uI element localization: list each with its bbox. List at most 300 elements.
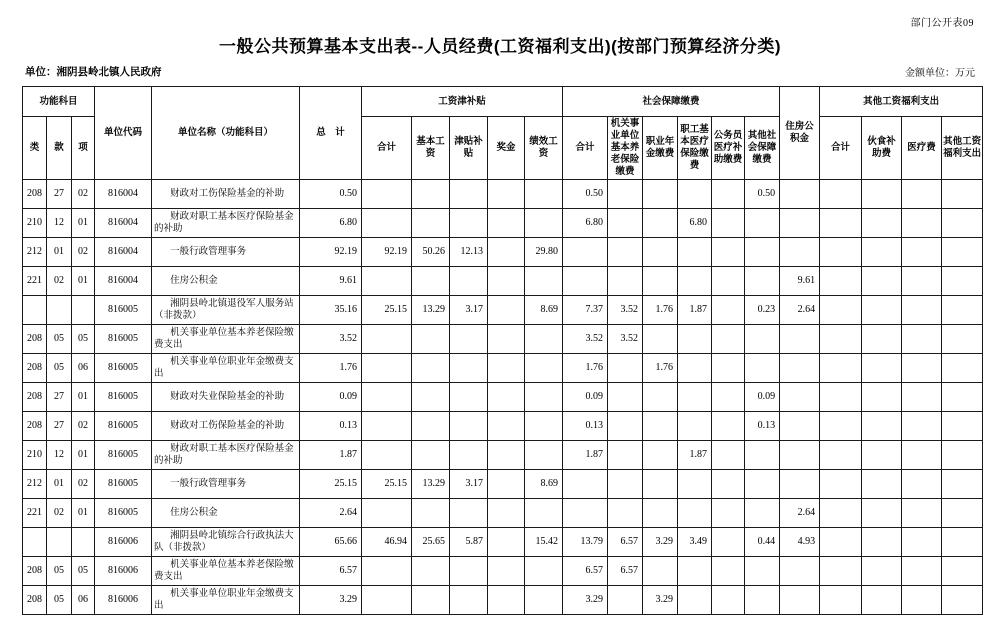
cell-housing-fund xyxy=(780,586,820,615)
cell-medical-insurance: 6.80 xyxy=(678,209,712,238)
cell-other-total xyxy=(820,528,862,557)
cell-civil-servant-medical xyxy=(712,470,745,499)
cell-wage-total xyxy=(362,499,412,528)
cell-other-social xyxy=(745,499,780,528)
cell-annuity: 1.76 xyxy=(643,296,678,325)
cell-section: 01 xyxy=(47,238,72,267)
cell-grand-total: 1.87 xyxy=(300,441,362,470)
cell-wage-total xyxy=(362,557,412,586)
cell-grand-total: 92.19 xyxy=(300,238,362,267)
cell-meal-subsidy xyxy=(862,528,902,557)
cell-medical-fee xyxy=(902,441,942,470)
cell-other-total xyxy=(820,325,862,354)
cell-performance-wage xyxy=(525,354,563,383)
cell-other-total xyxy=(820,470,862,499)
cell-unit-code: 816004 xyxy=(95,238,152,267)
cell-housing-fund: 2.64 xyxy=(780,296,820,325)
cell-other-total xyxy=(820,441,862,470)
cell-other-welfare xyxy=(942,412,983,441)
cell-pension xyxy=(608,354,643,383)
cell-civil-servant-medical xyxy=(712,238,745,267)
header-meal-subsidy: 伙食补助费 xyxy=(862,117,902,180)
cell-medical-fee xyxy=(902,296,942,325)
cell-other-welfare xyxy=(942,441,983,470)
cell-performance-wage: 15.42 xyxy=(525,528,563,557)
cell-other-total xyxy=(820,586,862,615)
table-row xyxy=(23,470,983,499)
cell-item: 01 xyxy=(72,441,95,470)
cell-other-welfare xyxy=(942,325,983,354)
cell-class: 208 xyxy=(23,180,47,209)
cell-pension xyxy=(608,267,643,296)
cell-medical-fee xyxy=(902,238,942,267)
header-pension: 机关事业单位基本养老保险缴费 xyxy=(608,117,643,180)
cell-pension xyxy=(608,586,643,615)
cell-wage-total: 46.94 xyxy=(362,528,412,557)
cell-wage-total xyxy=(362,180,412,209)
cell-bonus xyxy=(488,557,525,586)
cell-meal-subsidy xyxy=(862,180,902,209)
header-unit-name: 单位名称（功能科目） xyxy=(152,87,300,180)
header-basic-wage: 基本工资 xyxy=(412,117,450,180)
cell-basic-wage xyxy=(412,412,450,441)
cell-basic-wage: 13.29 xyxy=(412,470,450,499)
header-annuity: 职业年金缴费 xyxy=(643,117,678,180)
cell-section: 02 xyxy=(47,267,72,296)
cell-annuity xyxy=(643,383,678,412)
header-social-total: 合计 xyxy=(563,117,608,180)
cell-other-social xyxy=(745,441,780,470)
cell-housing-fund xyxy=(780,354,820,383)
page-title: 一般公共预算基本支出表--人员经费(工资福利支出)(按部门预算经济分类) xyxy=(219,37,781,56)
cell-grand-total: 9.61 xyxy=(300,267,362,296)
cell-medical-fee xyxy=(902,499,942,528)
cell-class: 210 xyxy=(23,209,47,238)
cell-bonus xyxy=(488,209,525,238)
cell-unit-code: 816004 xyxy=(95,209,152,238)
cell-other-total xyxy=(820,209,862,238)
budget-table xyxy=(22,86,983,615)
cell-civil-servant-medical xyxy=(712,180,745,209)
cell-other-welfare xyxy=(942,528,983,557)
cell-unit-name: 住房公积金 xyxy=(152,499,300,528)
cell-section: 05 xyxy=(47,586,72,615)
cell-annuity xyxy=(643,209,678,238)
table-row xyxy=(23,267,983,296)
cell-wage-total: 25.15 xyxy=(362,296,412,325)
cell-item: 01 xyxy=(72,383,95,412)
cell-basic-wage xyxy=(412,383,450,412)
cell-wage-total xyxy=(362,412,412,441)
cell-housing-fund xyxy=(780,325,820,354)
cell-other-social xyxy=(745,238,780,267)
cell-unit-name: 一般行政管理事务 xyxy=(152,238,300,267)
cell-meal-subsidy xyxy=(862,267,902,296)
table-row xyxy=(23,354,983,383)
cell-class: 208 xyxy=(23,586,47,615)
header-allowance: 津贴补贴 xyxy=(450,117,488,180)
cell-unit-name: 机关事业单位基本养老保险缴费支出 xyxy=(152,557,300,586)
cell-social-total xyxy=(563,499,608,528)
cell-grand-total: 25.15 xyxy=(300,470,362,499)
cell-meal-subsidy xyxy=(862,238,902,267)
table-row xyxy=(23,557,983,586)
cell-section: 02 xyxy=(47,499,72,528)
header-section: 款 xyxy=(47,117,72,180)
cell-other-total xyxy=(820,499,862,528)
cell-other-welfare xyxy=(942,267,983,296)
cell-annuity xyxy=(643,325,678,354)
cell-allowance: 12.13 xyxy=(450,238,488,267)
cell-annuity: 3.29 xyxy=(643,586,678,615)
cell-medical-fee xyxy=(902,354,942,383)
cell-pension: 6.57 xyxy=(608,557,643,586)
cell-other-social xyxy=(745,267,780,296)
cell-civil-servant-medical xyxy=(712,325,745,354)
cell-other-welfare xyxy=(942,470,983,499)
cell-medical-insurance xyxy=(678,325,712,354)
cell-item: 05 xyxy=(72,557,95,586)
cell-grand-total: 0.13 xyxy=(300,412,362,441)
cell-class: 210 xyxy=(23,441,47,470)
cell-allowance xyxy=(450,325,488,354)
cell-medical-insurance xyxy=(678,499,712,528)
cell-wage-total xyxy=(362,441,412,470)
cell-wage-total xyxy=(362,325,412,354)
header-other-group: 其他工资福利支出 xyxy=(820,87,983,117)
cell-medical-insurance xyxy=(678,412,712,441)
cell-medical-fee xyxy=(902,180,942,209)
cell-medical-insurance xyxy=(678,470,712,499)
cell-medical-fee xyxy=(902,412,942,441)
cell-basic-wage xyxy=(412,586,450,615)
cell-meal-subsidy xyxy=(862,296,902,325)
cell-social-total: 7.37 xyxy=(563,296,608,325)
header-item: 项 xyxy=(72,117,95,180)
cell-unit-code: 816005 xyxy=(95,383,152,412)
cell-housing-fund xyxy=(780,209,820,238)
cell-performance-wage: 8.69 xyxy=(525,470,563,499)
unit-label: 单位：湘阴县岭北镇人民政府 xyxy=(25,67,162,78)
cell-housing-fund xyxy=(780,441,820,470)
cell-grand-total: 3.29 xyxy=(300,586,362,615)
cell-other-welfare xyxy=(942,209,983,238)
cell-civil-servant-medical xyxy=(712,412,745,441)
cell-unit-name: 机关事业单位基本养老保险缴费支出 xyxy=(152,325,300,354)
cell-meal-subsidy xyxy=(862,586,902,615)
table-row xyxy=(23,296,983,325)
cell-allowance xyxy=(450,499,488,528)
cell-allowance: 5.87 xyxy=(450,528,488,557)
header-other-total: 合计 xyxy=(820,117,862,180)
cell-class: 221 xyxy=(23,499,47,528)
cell-bonus xyxy=(488,325,525,354)
cell-item: 06 xyxy=(72,354,95,383)
table-row xyxy=(23,180,983,209)
cell-performance-wage xyxy=(525,209,563,238)
cell-housing-fund xyxy=(780,470,820,499)
cell-allowance xyxy=(450,267,488,296)
cell-other-total xyxy=(820,238,862,267)
cell-section: 27 xyxy=(47,180,72,209)
cell-social-total: 1.87 xyxy=(563,441,608,470)
cell-housing-fund xyxy=(780,557,820,586)
cell-housing-fund: 2.64 xyxy=(780,499,820,528)
cell-allowance xyxy=(450,557,488,586)
header-medical-fee: 医疗费 xyxy=(902,117,942,180)
header-wage-total: 合计 xyxy=(362,117,412,180)
cell-section xyxy=(47,296,72,325)
cell-unit-code: 816005 xyxy=(95,441,152,470)
table-row xyxy=(23,441,983,470)
cell-annuity xyxy=(643,441,678,470)
cell-meal-subsidy xyxy=(862,470,902,499)
cell-other-total xyxy=(820,180,862,209)
cell-civil-servant-medical xyxy=(712,499,745,528)
cell-other-total xyxy=(820,296,862,325)
cell-social-total: 1.76 xyxy=(563,354,608,383)
cell-wage-total: 92.19 xyxy=(362,238,412,267)
table-body xyxy=(23,180,983,615)
cell-bonus xyxy=(488,441,525,470)
header-class: 类 xyxy=(23,117,47,180)
cell-pension xyxy=(608,238,643,267)
cell-performance-wage xyxy=(525,499,563,528)
cell-other-welfare xyxy=(942,586,983,615)
cell-pension xyxy=(608,441,643,470)
cell-medical-insurance xyxy=(678,267,712,296)
cell-other-welfare xyxy=(942,296,983,325)
cell-bonus xyxy=(488,499,525,528)
cell-unit-code: 816005 xyxy=(95,354,152,383)
cell-grand-total: 3.52 xyxy=(300,325,362,354)
cell-civil-servant-medical xyxy=(712,383,745,412)
cell-housing-fund: 4.93 xyxy=(780,528,820,557)
cell-social-total: 3.52 xyxy=(563,325,608,354)
cell-unit-code: 816004 xyxy=(95,180,152,209)
cell-bonus xyxy=(488,296,525,325)
cell-pension xyxy=(608,470,643,499)
cell-annuity xyxy=(643,499,678,528)
cell-civil-servant-medical xyxy=(712,296,745,325)
cell-bonus xyxy=(488,586,525,615)
cell-wage-total xyxy=(362,209,412,238)
cell-meal-subsidy xyxy=(862,557,902,586)
cell-section: 27 xyxy=(47,412,72,441)
cell-social-total: 6.80 xyxy=(563,209,608,238)
table-row xyxy=(23,383,983,412)
cell-annuity xyxy=(643,470,678,499)
cell-other-welfare xyxy=(942,557,983,586)
cell-class xyxy=(23,296,47,325)
cell-allowance xyxy=(450,412,488,441)
cell-civil-servant-medical xyxy=(712,354,745,383)
cell-grand-total: 1.76 xyxy=(300,354,362,383)
cell-social-total: 0.13 xyxy=(563,412,608,441)
cell-wage-total xyxy=(362,354,412,383)
header-civil-servant-medical: 公务员医疗补助缴费 xyxy=(712,117,745,180)
cell-section: 12 xyxy=(47,209,72,238)
cell-civil-servant-medical xyxy=(712,557,745,586)
cell-unit-code: 816005 xyxy=(95,412,152,441)
cell-other-total xyxy=(820,354,862,383)
cell-unit-name: 财政对职工基本医疗保险基金的补助 xyxy=(152,209,300,238)
cell-civil-servant-medical xyxy=(712,586,745,615)
cell-bonus xyxy=(488,238,525,267)
cell-other-social xyxy=(745,557,780,586)
cell-housing-fund xyxy=(780,383,820,412)
cell-medical-insurance xyxy=(678,238,712,267)
cell-basic-wage: 25.65 xyxy=(412,528,450,557)
cell-medical-insurance xyxy=(678,586,712,615)
cell-performance-wage xyxy=(525,412,563,441)
cell-unit-name: 财政对职工基本医疗保险基金的补助 xyxy=(152,441,300,470)
cell-performance-wage: 8.69 xyxy=(525,296,563,325)
table-row xyxy=(23,528,983,557)
cell-pension xyxy=(608,383,643,412)
cell-grand-total: 2.64 xyxy=(300,499,362,528)
cell-section: 05 xyxy=(47,354,72,383)
cell-unit-name: 机关事业单位职业年金缴费支出 xyxy=(152,586,300,615)
cell-basic-wage xyxy=(412,209,450,238)
cell-other-welfare xyxy=(942,238,983,267)
cell-annuity xyxy=(643,412,678,441)
cell-pension xyxy=(608,180,643,209)
cell-meal-subsidy xyxy=(862,499,902,528)
cell-medical-fee xyxy=(902,209,942,238)
cell-item: 01 xyxy=(72,209,95,238)
doc-label: 部门公开表09 xyxy=(910,18,974,29)
cell-bonus xyxy=(488,354,525,383)
cell-unit-code: 816005 xyxy=(95,470,152,499)
cell-unit-code: 816006 xyxy=(95,557,152,586)
cell-unit-code: 816005 xyxy=(95,325,152,354)
header-func-group: 功能科目 xyxy=(23,87,95,117)
cell-medical-insurance xyxy=(678,354,712,383)
cell-housing-fund: 9.61 xyxy=(780,267,820,296)
cell-performance-wage xyxy=(525,180,563,209)
cell-basic-wage xyxy=(412,499,450,528)
cell-annuity xyxy=(643,180,678,209)
cell-allowance xyxy=(450,383,488,412)
cell-annuity: 3.29 xyxy=(643,528,678,557)
cell-medical-insurance: 3.49 xyxy=(678,528,712,557)
header-wage-group: 工资津补贴 xyxy=(362,87,563,117)
cell-other-welfare xyxy=(942,383,983,412)
cell-housing-fund xyxy=(780,412,820,441)
cell-unit-name: 湘阴县岭北镇综合行政执法大队（非拨款） xyxy=(152,528,300,557)
cell-grand-total: 65.66 xyxy=(300,528,362,557)
cell-wage-total xyxy=(362,383,412,412)
cell-other-total xyxy=(820,412,862,441)
cell-social-total: 13.79 xyxy=(563,528,608,557)
cell-medical-fee xyxy=(902,528,942,557)
cell-social-total: 0.50 xyxy=(563,180,608,209)
cell-pension: 3.52 xyxy=(608,325,643,354)
cell-medical-insurance xyxy=(678,557,712,586)
cell-wage-total: 25.15 xyxy=(362,470,412,499)
cell-class xyxy=(23,528,47,557)
cell-unit-code: 816006 xyxy=(95,586,152,615)
cell-annuity: 1.76 xyxy=(643,354,678,383)
cell-medical-insurance xyxy=(678,180,712,209)
cell-wage-total xyxy=(362,586,412,615)
cell-bonus xyxy=(488,180,525,209)
cell-annuity xyxy=(643,557,678,586)
cell-social-total xyxy=(563,470,608,499)
cell-item: 05 xyxy=(72,325,95,354)
cell-item: 02 xyxy=(72,238,95,267)
cell-social-total xyxy=(563,267,608,296)
cell-unit-name: 住房公积金 xyxy=(152,267,300,296)
cell-other-social xyxy=(745,325,780,354)
cell-basic-wage: 50.26 xyxy=(412,238,450,267)
header-performance-wage: 绩效工资 xyxy=(525,117,563,180)
cell-other-total xyxy=(820,383,862,412)
cell-medical-fee xyxy=(902,325,942,354)
cell-other-total xyxy=(820,557,862,586)
header-medical-insurance: 职工基本医疗保险缴费 xyxy=(678,117,712,180)
cell-pension: 3.52 xyxy=(608,296,643,325)
cell-medical-fee xyxy=(902,557,942,586)
cell-item: 02 xyxy=(72,470,95,499)
cell-unit-code: 816004 xyxy=(95,267,152,296)
table-row xyxy=(23,499,983,528)
cell-unit-code: 816005 xyxy=(95,296,152,325)
cell-pension xyxy=(608,209,643,238)
table-row xyxy=(23,325,983,354)
header-other-social: 其他社会保障缴费 xyxy=(745,117,780,180)
cell-unit-name: 财政对失业保险基金的补助 xyxy=(152,383,300,412)
cell-basic-wage xyxy=(412,325,450,354)
cell-allowance xyxy=(450,586,488,615)
cell-allowance: 3.17 xyxy=(450,470,488,499)
cell-medical-fee xyxy=(902,586,942,615)
cell-other-social xyxy=(745,586,780,615)
cell-meal-subsidy xyxy=(862,412,902,441)
cell-bonus xyxy=(488,412,525,441)
cell-section: 05 xyxy=(47,325,72,354)
cell-basic-wage xyxy=(412,267,450,296)
cell-bonus xyxy=(488,383,525,412)
cell-bonus xyxy=(488,528,525,557)
cell-item: 02 xyxy=(72,412,95,441)
cell-annuity xyxy=(643,238,678,267)
cell-basic-wage: 13.29 xyxy=(412,296,450,325)
cell-unit-name: 财政对工伤保险基金的补助 xyxy=(152,180,300,209)
cell-meal-subsidy xyxy=(862,383,902,412)
cell-pension xyxy=(608,499,643,528)
cell-performance-wage xyxy=(525,557,563,586)
cell-wage-total xyxy=(362,267,412,296)
cell-class: 212 xyxy=(23,238,47,267)
cell-medical-fee xyxy=(902,470,942,499)
cell-meal-subsidy xyxy=(862,441,902,470)
cell-other-social xyxy=(745,470,780,499)
cell-section xyxy=(47,528,72,557)
cell-medical-fee xyxy=(902,383,942,412)
cell-civil-servant-medical xyxy=(712,209,745,238)
cell-basic-wage xyxy=(412,441,450,470)
cell-social-total: 3.29 xyxy=(563,586,608,615)
cell-basic-wage xyxy=(412,354,450,383)
cell-performance-wage xyxy=(525,441,563,470)
cell-other-social xyxy=(745,209,780,238)
table-row xyxy=(23,412,983,441)
cell-other-social: 0.09 xyxy=(745,383,780,412)
cell-item xyxy=(72,296,95,325)
cell-class: 208 xyxy=(23,383,47,412)
